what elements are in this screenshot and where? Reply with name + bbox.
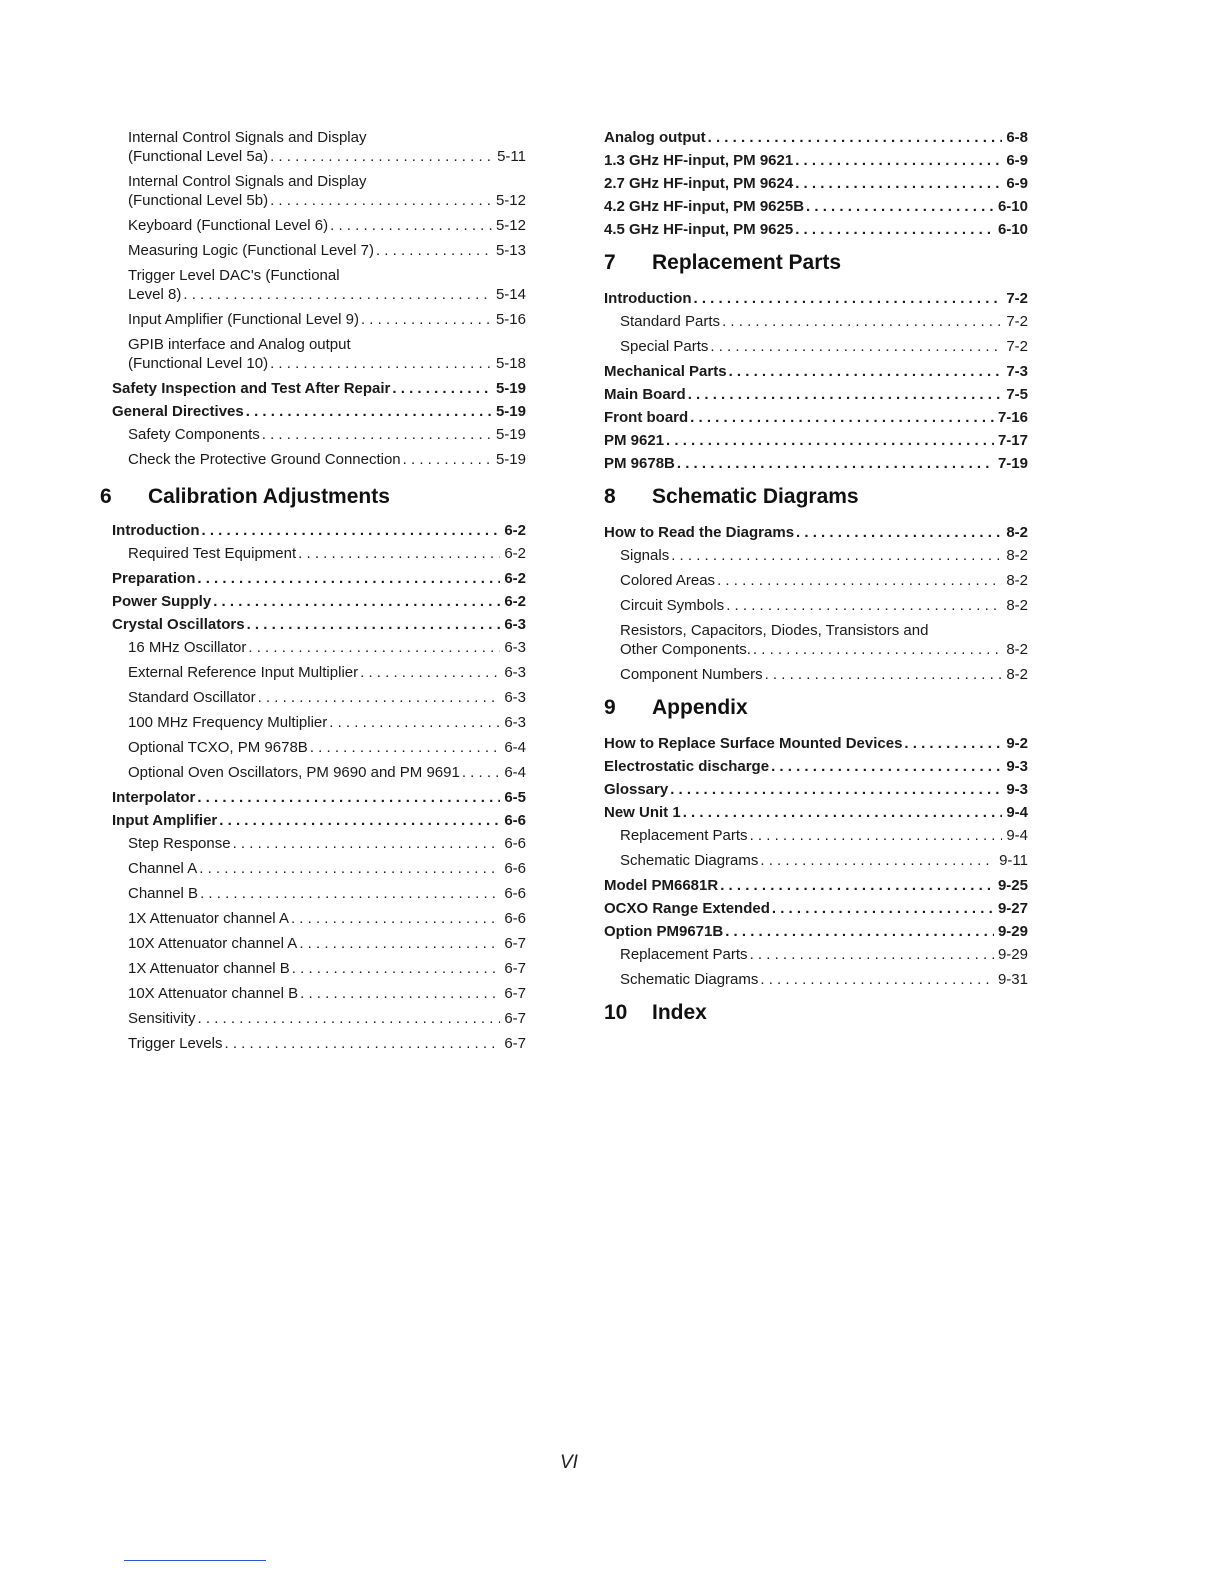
toc-page-number: 6-10 [997,198,1028,215]
toc-entry[interactable]: Power Supply . . . 6-2 [112,592,526,611]
toc-entry[interactable]: Measuring Logic (Functional Level 7) . . . 5-13 [112,241,526,260]
toc-page-number: 7-2 [1006,338,1028,355]
toc-page-number: 6-6 [504,860,526,877]
toc-page-number: 6-2 [504,570,526,587]
section-heading-10[interactable]: 10 Index [604,1001,707,1024]
toc-page-number: 6-7 [504,1035,526,1052]
toc-page-number: 5-14 [495,286,526,303]
toc-page-number: 6-3 [504,689,526,706]
toc-entry[interactable]: External Reference Input Multiplier . . . 6-3 [112,663,526,682]
toc-entry[interactable]: How to Read the Diagrams . . . 8-2 [604,523,1028,542]
toc-page-number: 9-29 [997,923,1028,940]
toc-entry[interactable]: 100 MHz Frequency Multiplier . . . 6-3 [112,713,526,732]
toc-entry[interactable]: 1.3 GHz HF-input, PM 9621 . . . 6-9 [604,151,1028,170]
toc-entry[interactable]: GPIB interface and Analog output (Functional Level 10) . . . 5-18 [112,335,526,373]
toc-page-number: 7-17 [997,432,1028,449]
toc-page-number: 6-7 [504,960,526,977]
toc-entry[interactable]: Input Amplifier (Functional Level 9) . . . 5-16 [112,310,526,329]
toc-left-column [100,128,526,1059]
toc-entry[interactable]: Circuit Symbols . . . 8-2 [604,596,1028,615]
toc-page-number: 7-5 [1006,386,1028,403]
toc-entry[interactable]: Standard Parts . . . 7-2 [604,312,1028,331]
toc-page-number: 5-19 [495,451,526,468]
toc-entry[interactable]: Mechanical Parts . . . 7-3 [604,362,1028,381]
toc-entry[interactable]: Keyboard (Functional Level 6) . . . 5-12 [112,216,526,235]
toc-entry[interactable]: General Directives . . . 5-19 [112,402,526,421]
toc-entry[interactable]: Safety Inspection and Test After Repair . . . 5-19 [112,379,526,398]
toc-page-number: 8-2 [1006,666,1028,683]
toc-entry[interactable]: Analog output . . . 6-8 [604,128,1028,147]
toc-page-number: 5-19 [495,403,526,420]
section-6-entries [112,521,526,1053]
toc-entry[interactable]: Model PM6681R . . . 9-25 [604,876,1028,895]
toc-entry[interactable]: 4.2 GHz HF-input, PM 9625B . . . 6-10 [604,197,1028,216]
toc-entry[interactable]: Optional Oven Oscillators, PM 9690 and PM 9691 . . . 6-4 [112,763,526,782]
toc-page-number: 9-31 [997,971,1028,988]
toc-page-number: 6-7 [504,935,526,952]
toc-entry[interactable]: Main Board . . . 7-5 [604,385,1028,404]
toc-entry[interactable]: Optional TCXO, PM 9678B . . . 6-4 [112,738,526,757]
toc-entry[interactable]: Glossary . . . 9-3 [604,780,1028,799]
toc-entry[interactable]: Preparation . . . 6-2 [112,569,526,588]
toc-page-number: 9-4 [1006,804,1028,821]
toc-page-number: 9-3 [1006,781,1028,798]
toc-page-number: 5-18 [495,355,526,372]
toc-page-number: 9-29 [997,946,1028,963]
toc-entry[interactable]: 1X Attenuator channel B . . . 6-7 [112,959,526,978]
section-6-continued-entries [604,128,1028,239]
toc-page-number: 9-25 [997,877,1028,894]
toc-page-number: 6-6 [504,835,526,852]
toc-entry[interactable]: Check the Protective Ground Connection . . . 5-19 [112,450,526,469]
toc-entry[interactable]: Front board . . . 7-16 [604,408,1028,427]
toc-entry[interactable]: 1X Attenuator channel A . . . 6-6 [112,909,526,928]
toc-entry[interactable]: Interpolator . . . 6-5 [112,788,526,807]
toc-entry[interactable]: Required Test Equipment . . . 6-2 [112,544,526,563]
section-9-entries [604,734,1028,989]
toc-page-number: 6-8 [1006,129,1028,146]
toc-page-number: 6-2 [504,522,526,539]
toc-page-number: 6-3 [504,714,526,731]
toc-page-number: 8-2 [1006,547,1028,564]
toc-page-number: 6-7 [504,1010,526,1027]
toc-page-number: 6-4 [504,764,526,781]
toc-entry[interactable]: PM 9621 . . . 7-17 [604,431,1028,450]
toc-entry[interactable]: 4.5 GHz HF-input, PM 9625 . . . 6-10 [604,220,1028,239]
toc-page-number: 7-2 [1006,290,1028,307]
toc-page-number: 6-10 [997,221,1028,238]
toc-page-number: 5-16 [495,311,526,328]
toc-entry[interactable]: Schematic Diagrams . . . 9-31 [604,970,1028,989]
toc-entry[interactable]: Standard Oscillator . . . 6-3 [112,688,526,707]
toc-page-number: 6-6 [504,812,526,829]
toc-page-number: 7-2 [1006,313,1028,330]
toc-page-number: 5-19 [495,380,526,397]
section-heading-6[interactable]: 6 Calibration Adjustments [100,485,390,508]
toc-page-number: 6-7 [504,985,526,1002]
toc-page-number: 6-3 [504,664,526,681]
toc-entry[interactable]: Trigger Levels . . . 6-7 [112,1034,526,1053]
toc-page-number: 6-2 [504,593,526,610]
toc-entry[interactable]: Electrostatic discharge . . . 9-3 [604,757,1028,776]
toc-entry[interactable]: Crystal Oscillators . . . 6-3 [112,615,526,634]
toc-entry[interactable]: Signals . . . 8-2 [604,546,1028,565]
toc-page-number: 6-2 [504,545,526,562]
toc-entry[interactable]: Component Numbers . . . 8-2 [604,665,1028,684]
toc-page-number: 9-4 [1006,827,1028,844]
toc-page-number: 8-2 [1006,572,1028,589]
toc-entry[interactable]: 16 MHz Oscillator . . . 6-3 [112,638,526,657]
toc-entry[interactable]: How to Replace Surface Mounted Devices . . . 9-2 [604,734,1028,753]
page-number: VI [560,1452,578,1473]
toc-entry[interactable]: OCXO Range Extended . . . 9-27 [604,899,1028,918]
toc-entry[interactable]: New Unit 1 . . . 9-4 [604,803,1028,822]
toc-page-number: 5-12 [495,217,526,234]
section-7-entries [604,289,1028,473]
toc-page-number: 6-3 [504,616,526,633]
toc-entry[interactable]: 10X Attenuator channel B . . . 6-7 [112,984,526,1003]
toc-entry[interactable]: 10X Attenuator channel A . . . 6-7 [112,934,526,953]
toc-entry[interactable]: Safety Components . . . 5-19 [112,425,526,444]
toc-page-number: 9-3 [1006,758,1028,775]
toc-entry[interactable]: Colored Areas . . . 8-2 [604,571,1028,590]
section-heading-7[interactable]: 7 Replacement Parts [604,251,842,274]
section-8-entries [604,523,1028,684]
toc-page-number: 7-16 [997,409,1028,426]
toc-entry[interactable]: Channel A . . . 6-6 [112,859,526,878]
toc-entry[interactable]: Trigger Level DAC's (Functional Level 8) . . . 5-14 [112,266,526,304]
toc-page-number: 9-11 [999,852,1028,869]
toc-page-number: 5-11 [497,148,526,165]
toc-entry[interactable]: PM 9678B . . . 7-19 [604,454,1028,473]
toc-page-number: 6-9 [1006,175,1028,192]
toc-page-number: 6-6 [504,910,526,927]
toc-page-number: 5-12 [495,192,526,209]
toc-entry[interactable]: Sensitivity . . . 6-7 [112,1009,526,1028]
toc-entry[interactable]: Channel B . . . 6-6 [112,884,526,903]
toc-right-column [604,128,1028,1039]
toc-page-number: 9-27 [997,900,1028,917]
footer-rule [124,1560,266,1561]
section-heading-8[interactable]: 8 Schematic Diagrams [604,485,859,508]
toc-entry[interactable]: 2.7 GHz HF-input, PM 9624 . . . 6-9 [604,174,1028,193]
toc-entry[interactable]: Introduction . . . 7-2 [604,289,1028,308]
toc-entry[interactable]: Step Response . . . 6-6 [112,834,526,853]
toc-entry[interactable]: Special Parts . . . 7-2 [604,337,1028,356]
toc-page-number: 6-9 [1006,152,1028,169]
toc-page-number: 9-2 [1006,735,1028,752]
toc-entry[interactable]: Schematic Diagrams . . . 9-11 [604,851,1028,870]
toc-entry[interactable]: Option PM9671B . . . 9-29 [604,922,1028,941]
toc-page-number: 5-19 [495,426,526,443]
toc-page-number: 7-3 [1006,363,1028,380]
toc-page-number: 8-2 [1006,524,1028,541]
toc-entry[interactable]: Internal Control Signals and Display (Functional Level 5a) . . . 5-11 [112,128,526,166]
toc-entry[interactable]: Input Amplifier . . . 6-6 [112,811,526,830]
toc-entry[interactable]: Resistors, Capacitors, Diodes, Transistors and Other Components. . . . 8-2 [604,621,1028,659]
toc-entry[interactable]: Internal Control Signals and Display (Functional Level 5b) . . . 5-12 [112,172,526,210]
toc-page-number: 6-5 [504,789,526,806]
toc-entry[interactable]: Replacement Parts . . . 9-4 [604,826,1028,845]
section-heading-9[interactable]: 9 Appendix [604,696,748,719]
toc-page-number: 8-2 [1006,641,1028,658]
toc-page-number: 7-19 [997,455,1028,472]
toc-entry[interactable]: Introduction . . . 6-2 [112,521,526,540]
toc-page-number: 6-3 [504,639,526,656]
toc-page-number: 8-2 [1006,597,1028,614]
toc-entry[interactable]: Replacement Parts . . . 9-29 [604,945,1028,964]
toc-page-number: 6-4 [504,739,526,756]
toc-page-number: 5-13 [495,242,526,259]
toc-page-number: 6-6 [504,885,526,902]
